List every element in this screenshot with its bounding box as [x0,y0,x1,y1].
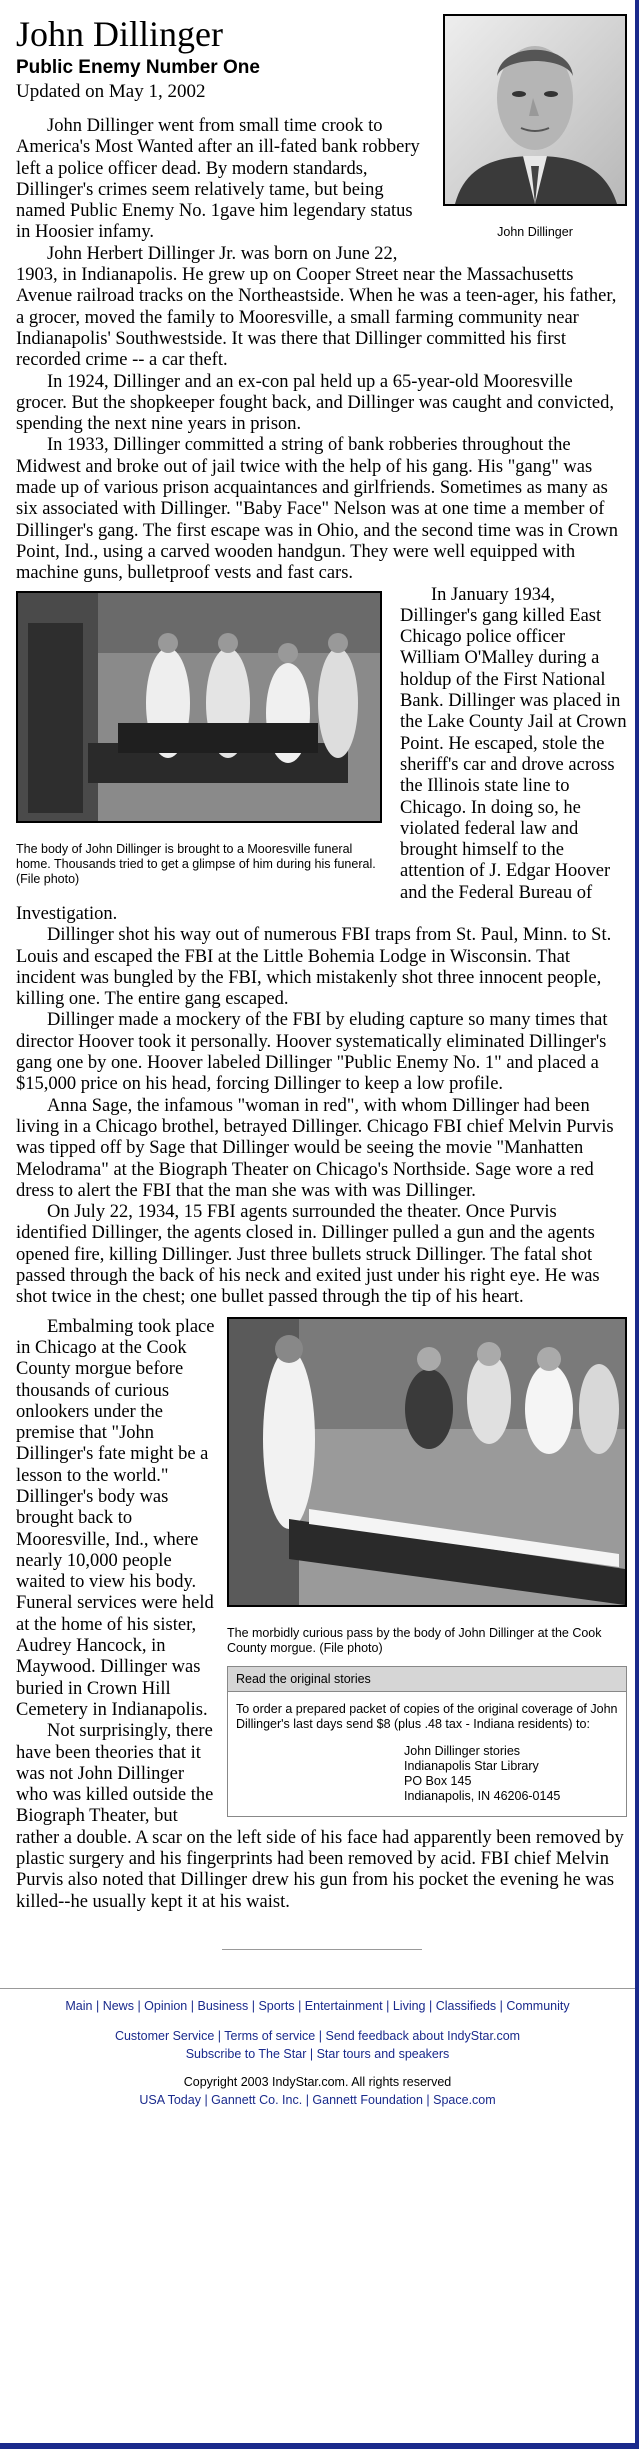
paragraph: In 1924, Dillinger and an ex-con pal held up a 65-year-old Mooresville grocer. But the shopkeeper fought back, and Dillinger was caught and convicted, spending the next nine years in prison. [16,371,614,435]
footer-partner-links: USA Today | Gannett Co. Inc. | Gannett Foundation | Space.com [139,2092,496,2107]
cook-county-morgue-photo [227,1317,627,1607]
footer-link-living[interactable]: Living [392,1998,426,2013]
funeral-caption: The body of John Dillinger is brought to a Mooresville funeral home. Thousands tried to get a glimpse of him during his funeral. (File photo) [16,841,376,886]
subscribe-link[interactable]: Subscribe to The Star [185,2046,307,2061]
space-com-link[interactable]: Space.com [433,2092,496,2107]
customer-service-link[interactable]: Customer Service [114,2028,215,2043]
paragraph: Anna Sage, the infamous "woman in red", with whom Dillinger had been living in a Chicago brothel, betrayed Dillinger. Chicago FBI chief Melvin Purvis was tipped off by Sage that Dillinger would be seeing the movie "Manhatten Melodrama" at the Biograph Theater on Chicago's Northside. Sage wore a red dress to alert the FBI that the man she was with was Dillinger. [16,1095,614,1201]
updated-date: Updated on May 1, 2002 [16,81,206,102]
morgue-figure [227,1317,627,1817]
copyright-notice: Copyright 2003 IndyStar.com. All rights reserved [183,2074,452,2089]
paragraph: Not surprisingly, there have been theories that it was not John Dillinger who was killed outside the Biograph Theater, but rather a double. A scar on the left side of his face had apparently been removed by plastic surgery and his fingerprints had been removed by acid. FBI chief Melvin Purvis also noted that Dillinger drew his gun from his pocket the evening he was killed--he usually kept it at his waist. [16,1721,624,1912]
funeral-figure [16,591,382,887]
usa-today-link[interactable]: USA Today [139,2092,201,2107]
mailing-address [404,1744,618,1804]
original-stories-box [227,1666,627,1817]
content-divider [222,1949,422,1950]
dillinger-portrait-photo [443,14,627,206]
paragraph: In January 1934, Dillinger's gang killed East Chicago police officer William O'Malley during a holdup of the First National Bank. Dillinger was placed in the Lake County Jail at Crown Point. He escaped, stole the sheriff's car and drove across the Illinois state line to Chicago. In doing so, he violated federal law and brought himself to the attention of J. Edgar Hoover and the Federal Bureau of Investigation. [16,584,627,924]
address-line: Indianapolis Star Library [404,1758,539,1773]
footer-divider [0,1988,635,1989]
site-footer [0,1999,635,2107]
footer-subscribe-links: Subscribe to The Star | Star tours and speakers [185,2046,450,2061]
paragraph: John Dillinger went from small time crook to America's Most Wanted after an ill-fated bank robbery left a police officer dead. By modern standards, Dillinger's crimes seem relatively tame, but being named Public Enemy No. 1gave him legendary status in Hoosier infamy. [16,116,420,243]
paragraph: Dillinger made a mockery of the FBI by eluding capture so many times that director Hoover took it personally. Hoover systematically eliminated Dillinger's gang one by one. Hoover labeled Dillinger "Public Enemy No. 1" and placed a $15,000 price on his head, forcing Dillinger to keep a low profile. [16,1010,608,1095]
paragraph: Dillinger shot his way out of numerous FBI traps from St. Paul, Minn. to St. Louis and escaped the FBI at the Little Bohemia Lodge in Wisconsin. That incident was bungled by the FBI, which mistakenly shot three innocent people, killing one. The entire gang escaped. [16,925,612,1010]
gannett-foundation-link[interactable]: Gannett Foundation [312,2092,423,2107]
page-subtitle: Public Enemy Number One [16,57,260,78]
address-line: Indianapolis, IN 46206-0145 [404,1788,561,1803]
footer-nav: Main | News | Opinion | Business | Sports | Entertainment | Living | Classifieds | Community [65,1998,570,2013]
footer-link-community[interactable]: Community [506,1998,570,2013]
original-stories-text: To order a prepared packet of copies of the original coverage of John Dillinger's last days send $8 (plus .48 tax - Indiana residents) to: [236,1701,618,1731]
footer-link-business[interactable]: Business [197,1998,249,2013]
footer-link-main[interactable]: Main [65,1998,93,2013]
paragraph: In 1933, Dillinger committed a string of bank robberies throughout the Midwest and broke out of jail twice with the help of his gang. His "gang" was made up of various prison acquaintances and girlfriends. Sometimes as many as six associated with Dillinger. "Baby Face" Nelson was at one time a member of Dillinger's gang. The first escape was in Ohio, and the second time was in Crown Point, Ind., using a carved wooden handgun. They were well equipped with machine guns, bulletproof vests and fast cars. [16,435,619,584]
footer-link-entertainment[interactable]: Entertainment [304,1998,383,2013]
footer-service-links: Customer Service | Terms of service | Send feedback about IndyStar.com [114,2028,521,2043]
paragraph: John Herbert Dillinger Jr. was born on June 22, 1903, in Indianapolis. He grew up on Cooper Street near the Massachusetts Avenue railroad tracks on the Northeastside. When he was a teen-ager, his father, a grocer, moved the family to Mooresville, a small farming community near Indianapolis' Southwestside. It was there that Dillinger committed his first recorded crime -- a car theft. [16,243,617,371]
star-tours-link[interactable]: Star tours and speakers [316,2046,450,2061]
address-line: John Dillinger stories [404,1743,521,1758]
paragraph: Embalming took place in Chicago at the Cook County morgue before thousands of curious onlookers under the premise that "John Dillinger's fate might be a lesson to the world." Dillinger's body was brought back to Mooresville, Ind., where nearly 10,000 people waited to view his body. Funeral services were held at the home of his sister, Audrey Hancock, in Maywood. Dillinger was buried in Crown Hill Cemetery in Indianapolis. [16,1316,215,1720]
original-stories-title: Read the original stories [228,1667,626,1692]
gannett-co-link[interactable]: Gannett Co. Inc. [211,2092,303,2107]
footer-link-news[interactable]: News [102,1998,134,2013]
portrait-caption: John Dillinger [497,225,573,239]
morgue-caption: The morbidly curious pass by the body of John Dillinger at the Cook County morgue. (File photo) [227,1625,602,1655]
address-line: PO Box 145 [404,1773,472,1788]
terms-of-service-link[interactable]: Terms of service [224,2028,316,2043]
footer-link-sports[interactable]: Sports [258,1998,295,2013]
footer-link-opinion[interactable]: Opinion [144,1998,188,2013]
page-title: John Dillinger [16,14,223,54]
footer-link-classifieds[interactable]: Classifieds [435,1998,497,2013]
portrait-figure [443,14,627,239]
original-stories-body [228,1692,626,1816]
funeral-home-photo [16,591,382,823]
send-feedback-link[interactable]: Send feedback about IndyStar.com [325,2028,521,2043]
paragraph: On July 22, 1934, 15 FBI agents surrounded the theater. Once Purvis identified Dillinger, the agents closed in. Dillinger pulled a gun and the agents opened fire, killing Dillinger. Just three bullets struck Dillinger. The fatal shot passed through the back of his neck and exited just under his right eye. He was shot twice in the chest; one bullet passed through the tip of his heart. [16,1202,600,1308]
